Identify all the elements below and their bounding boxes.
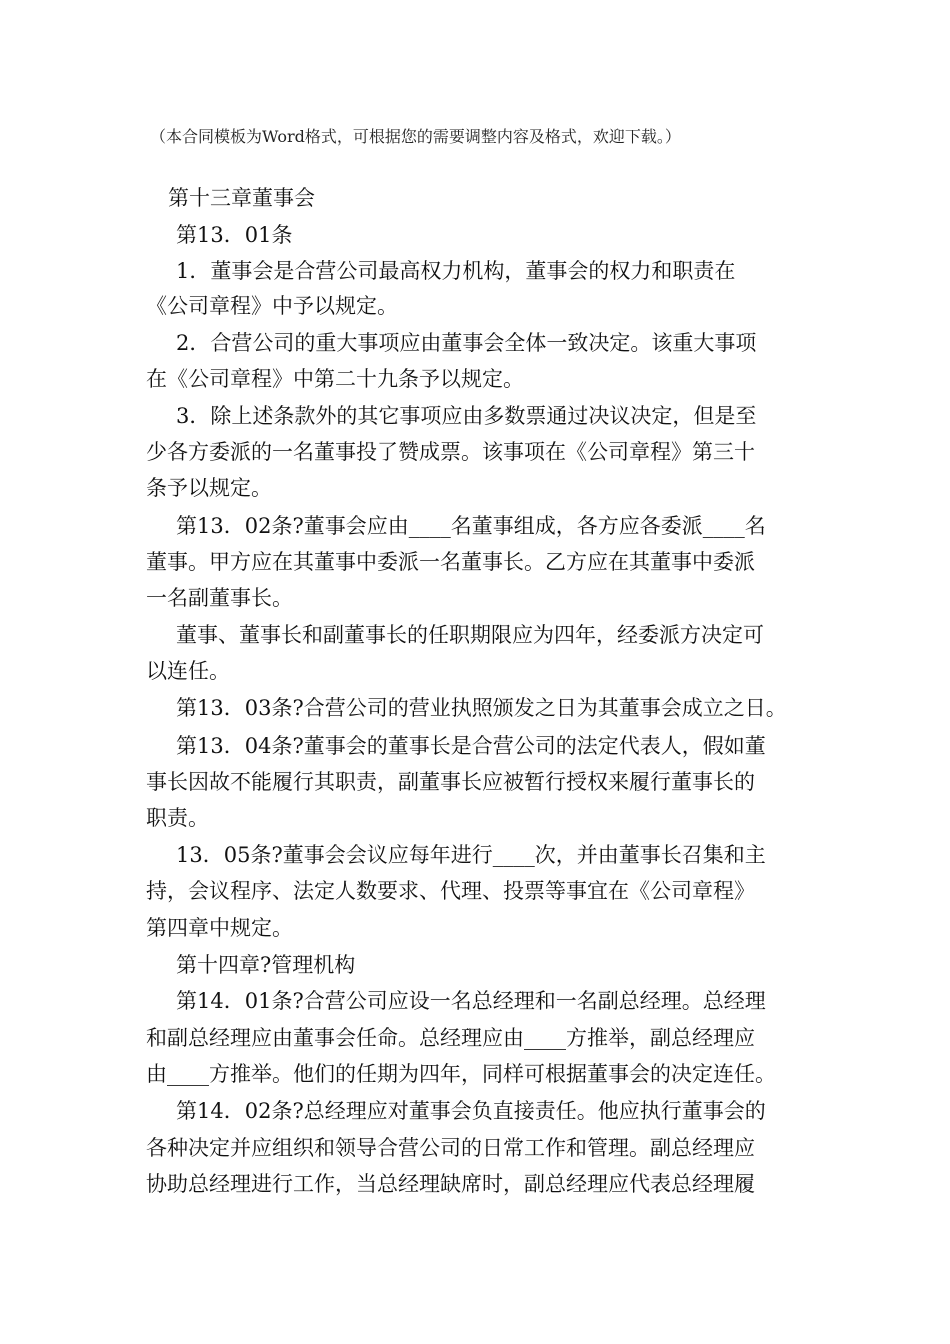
paragraph-line: 事长因故不能履行其职责，副董事长应被暂行授权来履行董事长的 — [146, 770, 755, 794]
paragraph-line: 持，会议程序、法定人数要求、代理、投票等事宜在《公司章程》 — [146, 879, 755, 903]
paragraph-line: 以连任。 — [146, 659, 230, 683]
paragraph-line: 董事、董事长和副董事长的任职期限应为四年，经委派方决定可 — [176, 623, 764, 647]
paragraph-line: 董事。甲方应在其董事中委派一名董事长。乙方应在其董事中委派 — [146, 550, 755, 574]
paragraph-line: 第四章中规定。 — [146, 916, 293, 940]
paragraph-line: 2．合营公司的重大事项应由董事会全体一致决定。该重大事项 — [176, 331, 757, 355]
paragraph-line: 协助总经理进行工作，当总经理缺席时，副总经理应代表总经理履 — [146, 1172, 755, 1196]
chapter-13-title: 第十三章董事会 — [168, 186, 315, 210]
chapter-14-title: 第十四章?管理机构 — [176, 953, 356, 977]
paragraph-line: 在《公司章程》中第二十九条予以规定。 — [146, 367, 524, 391]
article-14-01-line: 第14．01条?合营公司应设一名总经理和一名副总经理。总经理 — [176, 989, 766, 1013]
paragraph-line: 一名副董事长。 — [146, 586, 293, 610]
paragraph-line: 条予以规定。 — [146, 476, 272, 500]
paragraph-line: 少各方委派的一名董事投了赞成票。该事项在《公司章程》第三十 — [146, 440, 755, 464]
paragraph-line: 职责。 — [146, 806, 209, 830]
article-13-02-line: 第13．02条?董事会应由____名董事组成，各方应各委派____名 — [176, 514, 766, 538]
article-13-01-heading: 第13．01条 — [176, 223, 293, 247]
article-14-02-line: 第14．02条?总经理应对董事会负直接责任。他应执行董事会的 — [176, 1099, 766, 1123]
article-13-04-line: 第13．04条?董事会的董事长是合营公司的法定代表人，假如董 — [176, 734, 766, 758]
paragraph-line: 由____方推举。他们的任期为四年，同样可根据董事会的决定连任。 — [146, 1062, 776, 1086]
paragraph-line: 各种决定并应组织和领导合营公司的日常工作和管理。副总经理应 — [146, 1136, 755, 1160]
paragraph-line: 1．董事会是合营公司最高权力机构，董事会的权力和职责在 — [176, 259, 736, 283]
article-13-05-line: 13．05条?董事会会议应每年进行____次，并由董事长召集和主 — [176, 843, 766, 867]
article-13-03-line: 第13．03条?合营公司的营业执照颁发之日为其董事会成立之日。 — [176, 696, 787, 720]
template-note: （本合同模板为Word格式，可根据您的需要调整内容及格式，欢迎下载。） — [150, 127, 681, 146]
paragraph-line: 3．除上述条款外的其它事项应由多数票通过决议决定，但是至 — [176, 404, 757, 428]
paragraph-line: 《公司章程》中予以规定。 — [146, 294, 398, 318]
paragraph-line: 和副总经理应由董事会任命。总经理应由____方推举，副总经理应 — [146, 1026, 755, 1050]
